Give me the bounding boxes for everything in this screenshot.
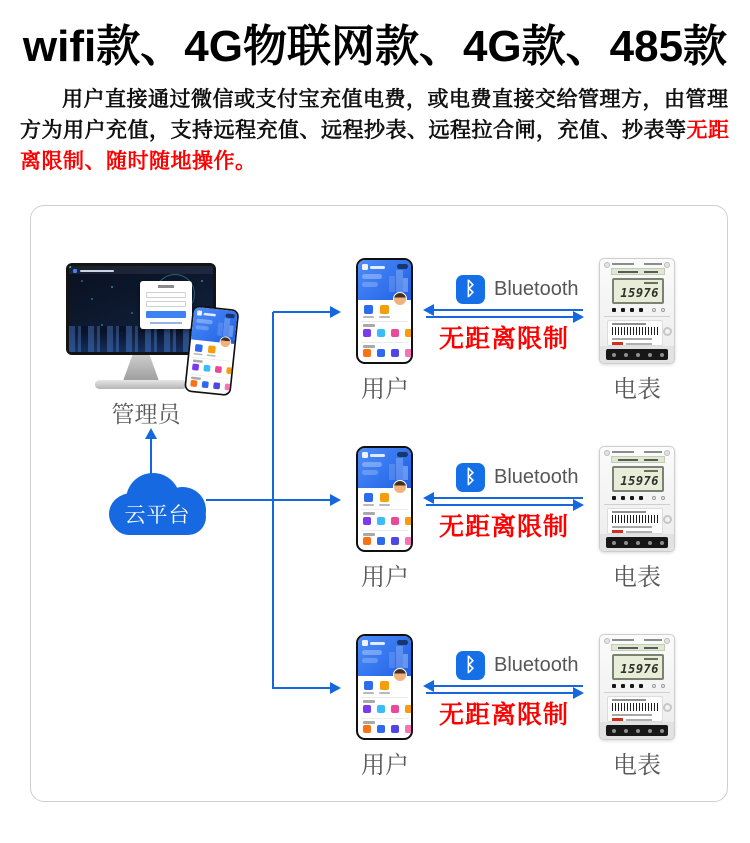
login-card [140,281,192,329]
barcode [612,327,658,335]
description-text: 用户直接通过微信或支付宝充值电费，或电费直接交给管理方，由管理方为用户充值，支持远程充值、远程抄表、远程拉合闸，充值、抄表等 [20,88,729,142]
bluetooth-icon: ᛒ [456,651,485,680]
account-icon [362,264,368,270]
bluetooth-label: Bluetooth [494,466,579,488]
bluetooth-label: Bluetooth [494,654,579,676]
user-phone [356,446,413,552]
bluetooth-icon: ᛒ [456,275,485,304]
phone-app-header [191,307,238,344]
no-distance-limit-label: 无距离限制 [438,513,569,541]
screw-icon [604,638,610,644]
profile-avatar [393,480,407,494]
terminal-block [600,346,674,363]
diagram-row [31,634,729,822]
user-label: 用户 [361,376,409,403]
cloud-label: 云平台 [124,504,191,527]
login-button [146,311,186,318]
bluetooth-icon: ᛒ [456,463,485,492]
account-icon [197,310,202,315]
meter-lcd [612,466,664,492]
profile-avatar [393,292,407,306]
meter-nameplate [607,320,663,346]
gas-icon [208,345,216,353]
brand-mark [612,718,623,721]
admin-phone [184,305,240,396]
meter-reading: 15976 [620,474,659,488]
login-footer-bar [150,322,182,324]
bluetooth-label: Bluetooth [494,278,579,300]
camera-pill [397,264,408,269]
camera-pill [397,640,408,645]
barcode [612,515,658,523]
user-label: 用户 [361,564,409,591]
screw-icon [604,262,610,268]
page-description [20,84,730,177]
brand-mark [612,342,623,345]
diagram-row [31,446,729,634]
recharge-icon [195,344,203,352]
meter-lcd [612,654,664,680]
electric-meter [599,258,675,364]
page-title: wifi款、4G物联网款、4G款、485款 [22,22,728,71]
diagram-panel [30,205,728,802]
user-phone [356,258,413,364]
camera-pill [226,313,235,318]
brand-mark [612,530,623,533]
meter-lcd [612,278,664,304]
electric-meter [599,634,675,740]
no-distance-limit-label: 无距离限制 [438,325,569,353]
meter-nameplate [607,696,663,722]
meter-reading: 15976 [620,662,659,676]
profile-avatar [393,668,407,682]
admin-label: 管理员 [111,401,181,427]
platform-logo-icon [73,269,77,273]
meter-reading: 15976 [620,286,659,300]
account-icon [362,452,368,458]
meter-label: 电表 [613,752,661,779]
particle-dots [69,266,71,268]
profile-avatar [219,336,232,349]
meter-button [663,327,672,336]
barcode [612,703,658,711]
login-title-bar [158,285,174,288]
terminal-block [600,534,674,551]
camera-pill [397,452,408,457]
account-icon [362,640,368,646]
screw-icon [604,450,610,456]
terminal-block [600,722,674,739]
user-phone [356,634,413,740]
password-field [146,301,186,307]
meter-label: 电表 [613,564,661,591]
electric-meter [599,446,675,552]
meter-label: 电表 [613,376,661,403]
meter-nameplate [607,508,663,534]
platform-name-bar [80,270,114,272]
no-distance-limit-label: 无距离限制 [438,701,569,729]
meter-button [663,703,672,712]
description-highlight: 无距离限制、随时随地操作。 [20,119,730,173]
user-label: 用户 [361,752,409,779]
meter-button [663,515,672,524]
username-field [146,292,186,298]
